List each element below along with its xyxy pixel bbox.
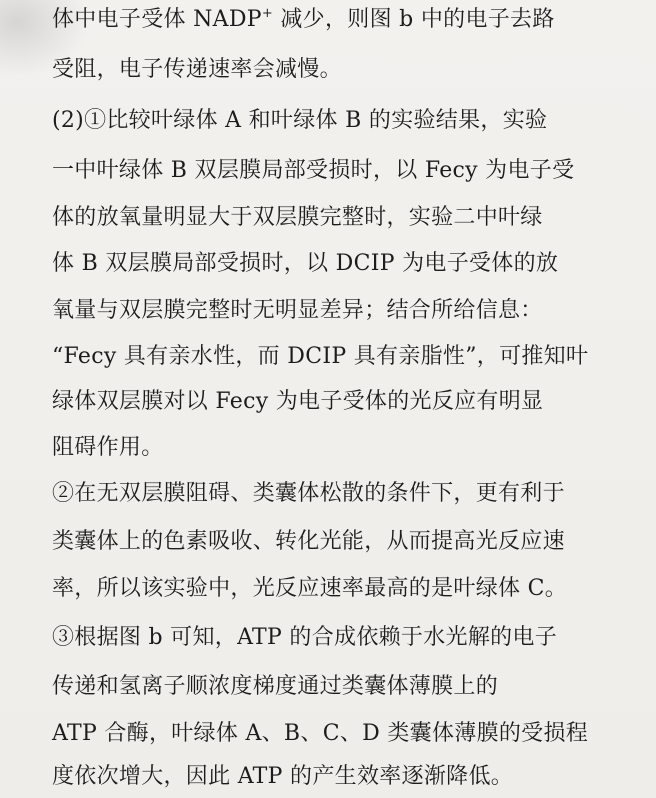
text-line-17: 度依次增大，因此 ATP 的产生效率逐渐降低。 bbox=[52, 764, 514, 789]
text-line-5: 体的放氧量明显大于双层膜完整时，实验二中叶绿 bbox=[52, 205, 543, 230]
text-line-2: 受阻，电子传递速率会减慢。 bbox=[52, 57, 342, 82]
text-line-8: “Fecy 具有亲水性，而 DCIP 具有亲脂性”，可推知叶 bbox=[52, 344, 589, 369]
text-line-14: ③根据图 b 可知，ATP 的合成依赖于水光解的电子 bbox=[52, 625, 558, 650]
text-line-10: 阻碍作用。 bbox=[52, 435, 164, 460]
text-line-11: ②在无双层膜阻碍、类囊体松散的条件下，更有利于 bbox=[52, 481, 565, 506]
text-line-1 bbox=[52, 3, 555, 37]
line-1-tail: 减少，则图 b 中的电子去路 bbox=[273, 7, 555, 32]
text-line-9: 绿体双层膜对以 Fecy 为电子受体的光反应有明显 bbox=[52, 389, 544, 414]
text-line-6: 体 B 双层膜局部受损时，以 DCIP 为电子受体的放 bbox=[52, 251, 559, 276]
line-1-text: 体中电子受体 NADP bbox=[52, 7, 262, 32]
text-line-13: 率，所以该实验中，光反应速率最高的是叶绿体 C。 bbox=[52, 576, 568, 601]
text-line-12: 类囊体上的色素吸收、转化光能，从而提高光反应速 bbox=[52, 529, 565, 554]
text-line-4: 一中叶绿体 B 双层膜局部受损时，以 Fecy 为电子受 bbox=[52, 158, 575, 183]
text-line-16: ATP 合酶，叶绿体 A、B、C、D 类囊体薄膜的受损程 bbox=[52, 721, 589, 746]
text-line-15: 传递和氢离子顺浓度梯度通过类囊体薄膜上的 bbox=[52, 674, 499, 699]
text-line-7: 氧量与双层膜完整时无明显差异；结合所给信息： bbox=[52, 298, 543, 323]
superscript-plus: + bbox=[261, 6, 274, 21]
text-line-3: (2)①比较叶绿体 A 和叶绿体 B 的实验结果，实验 bbox=[52, 108, 548, 133]
